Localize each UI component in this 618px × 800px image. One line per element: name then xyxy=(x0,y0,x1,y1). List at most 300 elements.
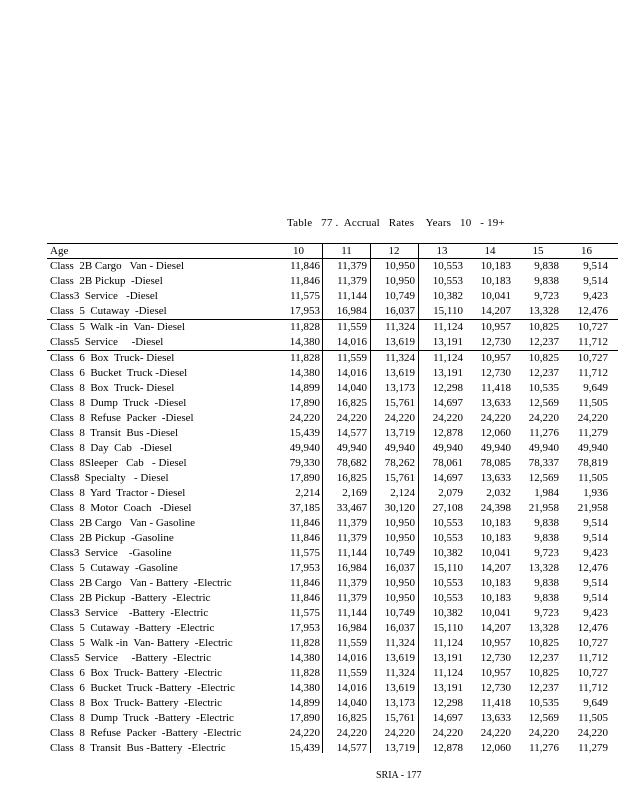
accrual-rate-cell: 17,953 xyxy=(289,305,320,317)
accrual-rate-cell: 24,220 xyxy=(384,412,415,424)
accrual-rate-cell: 9,514 xyxy=(583,577,608,589)
accrual-rate-cell: 10,535 xyxy=(528,697,559,709)
accrual-rate-cell: 10,957 xyxy=(480,321,511,333)
accrual-rate-cell: 15,110 xyxy=(433,562,463,574)
accrual-rate-cell: 12,298 xyxy=(432,382,463,394)
accrual-rate-cell: 24,220 xyxy=(432,727,463,739)
accrual-rate-cell: 24,220 xyxy=(528,412,559,424)
accrual-rate-cell: 12,730 xyxy=(480,652,511,664)
accrual-rate-cell: 12,569 xyxy=(528,472,559,484)
accrual-rate-cell: 9,649 xyxy=(583,382,608,394)
table-row xyxy=(47,606,618,621)
table-row xyxy=(47,621,618,636)
year-header-12: 12 xyxy=(388,245,400,257)
vehicle-class-label: Class 8Sleeper Cab - Diesel xyxy=(50,457,187,469)
accrual-rate-cell: 12,237 xyxy=(528,336,559,348)
table-row xyxy=(47,546,618,561)
accrual-rate-cell: 24,220 xyxy=(528,727,559,739)
accrual-rate-cell: 10,727 xyxy=(577,352,608,364)
accrual-rate-cell: 15,110 xyxy=(433,622,463,634)
accrual-rate-cell: 16,037 xyxy=(384,562,415,574)
accrual-rate-cell: 9,838 xyxy=(534,517,559,529)
accrual-rate-cell: 10,382 xyxy=(432,547,463,559)
accrual-rate-cell: 11,379 xyxy=(337,275,367,287)
vehicle-class-label: Class 8 Dump Truck -Diesel xyxy=(50,397,187,409)
vehicle-class-label: Class 8 Yard Tractor - Diesel xyxy=(50,487,186,499)
table-row xyxy=(47,576,618,591)
accrual-rate-cell: 14,380 xyxy=(289,367,320,379)
accrual-rate-cell: 16,825 xyxy=(336,472,367,484)
accrual-rate-cell: 12,730 xyxy=(480,682,511,694)
accrual-rate-cell: 10,553 xyxy=(432,275,463,287)
accrual-rate-cell: 11,505 xyxy=(578,472,608,484)
accrual-rate-cell: 24,220 xyxy=(577,412,608,424)
accrual-rate-cell: 9,838 xyxy=(534,592,559,604)
accrual-rate-cell: 16,037 xyxy=(384,622,415,634)
table-row xyxy=(47,666,618,681)
accrual-rate-cell: 11,712 xyxy=(578,336,608,348)
accrual-rate-cell: 24,220 xyxy=(384,727,415,739)
accrual-rate-cell: 33,467 xyxy=(336,502,367,514)
accrual-rate-cell: 13,633 xyxy=(480,712,511,724)
accrual-rate-cell: 1,936 xyxy=(583,487,608,499)
column-divider xyxy=(322,243,323,753)
vehicle-class-label: Class 2B Cargo Van - Diesel xyxy=(50,260,185,272)
table-row xyxy=(47,304,618,319)
accrual-rate-cell: 17,890 xyxy=(289,472,320,484)
accrual-rate-cell: 24,220 xyxy=(577,727,608,739)
vehicle-class-label: Class 8 Refuse Packer -Battery -Electric xyxy=(50,727,242,739)
accrual-rate-cell: 11,279 xyxy=(578,427,608,439)
accrual-rate-cell: 11,828 xyxy=(290,637,320,649)
accrual-rate-cell: 13,619 xyxy=(384,682,415,694)
accrual-rate-cell: 11,324 xyxy=(385,321,415,333)
table-caption: Table 77 . Accrual Rates Years 10 - 19+ xyxy=(287,217,505,229)
table-row xyxy=(47,289,618,304)
accrual-rate-cell: 14,577 xyxy=(336,742,367,754)
accrual-rate-cell: 14,380 xyxy=(289,682,320,694)
accrual-rate-cell: 9,423 xyxy=(583,607,608,619)
accrual-rate-cell: 12,730 xyxy=(480,367,511,379)
accrual-rate-cell: 11,124 xyxy=(433,352,463,364)
accrual-rate-cell: 30,120 xyxy=(384,502,415,514)
accrual-rate-cell: 13,191 xyxy=(432,652,463,664)
accrual-rate-cell: 16,825 xyxy=(336,712,367,724)
accrual-rate-cell: 11,559 xyxy=(337,321,367,333)
accrual-rate-cell: 9,514 xyxy=(583,592,608,604)
accrual-rate-cell: 13,619 xyxy=(384,652,415,664)
accrual-rate-cell: 2,124 xyxy=(390,487,415,499)
accrual-rate-cell: 10,825 xyxy=(528,321,559,333)
table-row xyxy=(47,441,618,456)
accrual-rate-cell: 11,324 xyxy=(385,637,415,649)
accrual-rate-cell: 10,183 xyxy=(480,517,511,529)
table-row xyxy=(47,319,618,335)
accrual-rate-cell: 11,379 xyxy=(337,260,367,272)
accrual-rate-cell: 15,439 xyxy=(289,742,320,754)
accrual-rate-cell: 10,825 xyxy=(528,352,559,364)
accrual-rate-cell: 11,712 xyxy=(578,682,608,694)
accrual-rate-cell: 10,950 xyxy=(384,577,415,589)
accrual-rate-cell: 10,183 xyxy=(480,577,511,589)
accrual-rate-cell: 10,727 xyxy=(577,667,608,679)
accrual-rate-cell: 10,950 xyxy=(384,592,415,604)
table-row xyxy=(47,726,618,741)
accrual-rate-cell: 17,953 xyxy=(289,562,320,574)
accrual-rate-cell: 10,553 xyxy=(432,260,463,272)
vehicle-class-label: Class 2B Pickup -Battery -Electric xyxy=(50,592,211,604)
accrual-rate-cell: 49,940 xyxy=(384,442,415,454)
accrual-rate-cell: 10,950 xyxy=(384,260,415,272)
accrual-rate-cell: 10,041 xyxy=(480,290,511,302)
table-row xyxy=(47,274,618,289)
accrual-rate-cell: 78,682 xyxy=(336,457,367,469)
accrual-rate-cell: 2,032 xyxy=(486,487,511,499)
accrual-rate-cell: 16,984 xyxy=(336,562,367,574)
accrual-rate-cell: 13,328 xyxy=(528,622,559,634)
table-row xyxy=(47,561,618,576)
accrual-rate-cell: 24,220 xyxy=(336,412,367,424)
accrual-rate-cell: 14,016 xyxy=(336,682,367,694)
table-row xyxy=(47,366,618,381)
accrual-rate-cell: 11,144 xyxy=(337,547,367,559)
accrual-rate-cell: 13,173 xyxy=(384,382,415,394)
accrual-rate-cell: 10,553 xyxy=(432,577,463,589)
accrual-rate-cell: 13,633 xyxy=(480,397,511,409)
vehicle-class-label: Class3 Service -Diesel xyxy=(50,290,158,302)
accrual-rate-cell: 12,237 xyxy=(528,652,559,664)
accrual-rates-table xyxy=(47,243,618,756)
accrual-rate-cell: 10,749 xyxy=(384,547,415,559)
vehicle-class-label: Class 8 Box Truck- Battery -Electric xyxy=(50,697,223,709)
accrual-rate-cell: 11,379 xyxy=(337,532,367,544)
accrual-rate-cell: 9,838 xyxy=(534,532,559,544)
accrual-rate-cell: 9,838 xyxy=(534,260,559,272)
accrual-rate-cell: 16,984 xyxy=(336,305,367,317)
accrual-rate-cell: 11,846 xyxy=(290,260,320,272)
accrual-rate-cell: 10,553 xyxy=(432,532,463,544)
accrual-rate-cell: 37,185 xyxy=(289,502,320,514)
table-row xyxy=(47,531,618,546)
vehicle-class-label: Class 2B Cargo Van - Gasoline xyxy=(50,517,196,529)
accrual-rate-cell: 10,749 xyxy=(384,290,415,302)
accrual-rate-cell: 14,577 xyxy=(336,427,367,439)
vehicle-class-label: Class 8 Transit Bus -Battery -Electric xyxy=(50,742,226,754)
accrual-rate-cell: 10,553 xyxy=(432,517,463,529)
table-row xyxy=(47,335,618,350)
vehicle-class-label: Class 8 Dump Truck -Battery -Electric xyxy=(50,712,234,724)
accrual-rate-cell: 10,382 xyxy=(432,290,463,302)
accrual-rate-cell: 14,016 xyxy=(336,652,367,664)
accrual-rate-cell: 10,183 xyxy=(480,532,511,544)
accrual-rate-cell: 12,878 xyxy=(432,742,463,754)
accrual-rate-cell: 49,940 xyxy=(480,442,511,454)
accrual-rate-cell: 11,276 xyxy=(529,427,559,439)
year-header-16: 16 xyxy=(581,245,592,257)
accrual-rate-cell: 11,379 xyxy=(337,592,367,604)
age-column-header: Age xyxy=(50,245,69,257)
accrual-rate-cell: 11,124 xyxy=(433,637,463,649)
vehicle-class-label: Class 5 Walk -in Van- Battery -Electric xyxy=(50,637,233,649)
accrual-rate-cell: 10,553 xyxy=(432,592,463,604)
vehicle-class-label: Class5 Service -Battery -Electric xyxy=(50,652,211,664)
accrual-rate-cell: 49,940 xyxy=(577,442,608,454)
accrual-rate-cell: 12,060 xyxy=(480,427,511,439)
accrual-rate-cell: 13,328 xyxy=(528,562,559,574)
table-row xyxy=(47,396,618,411)
vehicle-class-label: Class 8 Motor Coach -Diesel xyxy=(50,502,192,514)
accrual-rate-cell: 10,535 xyxy=(528,382,559,394)
accrual-rate-cell: 11,846 xyxy=(290,592,320,604)
accrual-rate-cell: 11,505 xyxy=(578,712,608,724)
accrual-rate-cell: 9,649 xyxy=(583,697,608,709)
accrual-rate-cell: 9,838 xyxy=(534,577,559,589)
accrual-rate-cell: 10,041 xyxy=(480,607,511,619)
accrual-rate-cell: 12,060 xyxy=(480,742,511,754)
table-row xyxy=(47,636,618,651)
accrual-rate-cell: 11,279 xyxy=(578,742,608,754)
accrual-rate-cell: 24,220 xyxy=(480,412,511,424)
accrual-rate-cell: 10,382 xyxy=(432,607,463,619)
accrual-rate-cell: 11,559 xyxy=(337,667,367,679)
year-header-14: 14 xyxy=(484,245,496,257)
accrual-rate-cell: 10,183 xyxy=(480,275,511,287)
accrual-rate-cell: 11,575 xyxy=(290,547,320,559)
column-divider xyxy=(370,243,371,753)
accrual-rate-cell: 24,398 xyxy=(480,502,511,514)
vehicle-class-label: Class3 Service -Gasoline xyxy=(50,547,172,559)
accrual-rate-cell: 9,423 xyxy=(583,290,608,302)
table-row xyxy=(47,516,618,531)
accrual-rate-cell: 24,220 xyxy=(336,727,367,739)
accrual-rate-cell: 10,825 xyxy=(528,637,559,649)
accrual-rate-cell: 15,761 xyxy=(384,397,415,409)
accrual-rate-cell: 11,379 xyxy=(337,577,367,589)
accrual-rate-cell: 2,214 xyxy=(295,487,320,499)
table-row xyxy=(47,501,618,516)
accrual-rate-cell: 21,958 xyxy=(577,502,608,514)
accrual-rate-cell: 49,940 xyxy=(528,442,559,454)
accrual-rate-cell: 24,220 xyxy=(289,727,320,739)
accrual-rate-cell: 14,207 xyxy=(480,305,511,317)
accrual-rate-cell: 13,633 xyxy=(480,472,511,484)
accrual-rate-cell: 24,220 xyxy=(432,412,463,424)
accrual-rate-cell: 21,958 xyxy=(528,502,559,514)
vehicle-class-label: Class5 Service -Diesel xyxy=(50,336,164,348)
accrual-rate-cell: 10,950 xyxy=(384,517,415,529)
accrual-rate-cell: 14,016 xyxy=(336,336,367,348)
accrual-rate-cell: 24,220 xyxy=(480,727,511,739)
accrual-rate-cell: 11,324 xyxy=(385,667,415,679)
vehicle-class-label: Class 6 Box Truck- Diesel xyxy=(50,352,175,364)
accrual-rate-cell: 11,559 xyxy=(337,352,367,364)
accrual-rate-cell: 10,727 xyxy=(577,321,608,333)
accrual-rate-cell: 78,061 xyxy=(432,457,463,469)
accrual-rate-cell: 12,569 xyxy=(528,397,559,409)
accrual-rate-cell: 78,337 xyxy=(528,457,559,469)
accrual-rate-cell: 13,619 xyxy=(384,367,415,379)
accrual-rate-cell: 12,730 xyxy=(480,336,511,348)
table-row xyxy=(47,259,618,274)
accrual-rate-cell: 11,144 xyxy=(337,607,367,619)
accrual-rate-cell: 12,569 xyxy=(528,712,559,724)
table-row xyxy=(47,426,618,441)
accrual-rate-cell: 17,890 xyxy=(289,397,320,409)
accrual-rate-cell: 14,040 xyxy=(336,382,367,394)
accrual-rate-cell: 13,191 xyxy=(432,682,463,694)
vehicle-class-label: Class 6 Box Truck- Battery -Electric xyxy=(50,667,223,679)
accrual-rate-cell: 10,183 xyxy=(480,260,511,272)
accrual-rate-cell: 15,761 xyxy=(384,712,415,724)
accrual-rate-cell: 14,697 xyxy=(432,712,463,724)
vehicle-class-label: Class 6 Bucket Truck -Battery -Electric xyxy=(50,682,235,694)
vehicle-class-label: Class 5 Cutaway -Gasoline xyxy=(50,562,178,574)
accrual-rate-cell: 12,298 xyxy=(432,697,463,709)
accrual-rate-cell: 12,476 xyxy=(577,622,608,634)
accrual-rate-cell: 11,144 xyxy=(337,290,367,302)
accrual-rate-cell: 14,040 xyxy=(336,697,367,709)
accrual-rate-cell: 15,110 xyxy=(433,305,463,317)
accrual-rate-cell: 12,237 xyxy=(528,367,559,379)
vehicle-class-label: Class 8 Refuse Packer -Diesel xyxy=(50,412,194,424)
accrual-rate-cell: 15,761 xyxy=(384,472,415,484)
accrual-rate-cell: 78,262 xyxy=(384,457,415,469)
accrual-rate-cell: 2,079 xyxy=(438,487,463,499)
accrual-rate-cell: 14,380 xyxy=(289,336,320,348)
accrual-rate-cell: 14,697 xyxy=(432,472,463,484)
year-header-11: 11 xyxy=(341,245,352,257)
table-row xyxy=(47,681,618,696)
vehicle-class-label: Class 5 Cutaway -Diesel xyxy=(50,305,167,317)
accrual-rate-cell: 14,899 xyxy=(289,382,320,394)
accrual-rate-cell: 10,183 xyxy=(480,592,511,604)
accrual-rate-cell: 14,380 xyxy=(289,652,320,664)
accrual-rate-cell: 24,220 xyxy=(289,412,320,424)
accrual-rate-cell: 9,723 xyxy=(534,290,559,302)
accrual-rate-cell: 12,476 xyxy=(577,562,608,574)
table-header-row xyxy=(47,243,618,259)
column-divider xyxy=(418,243,419,753)
accrual-rate-cell: 27,108 xyxy=(432,502,463,514)
table-row xyxy=(47,651,618,666)
table-row xyxy=(47,486,618,501)
table-row xyxy=(47,381,618,396)
vehicle-class-label: Class 2B Pickup -Diesel xyxy=(50,275,163,287)
accrual-rate-cell: 1,984 xyxy=(534,487,559,499)
accrual-rate-cell: 11,712 xyxy=(578,367,608,379)
accrual-rate-cell: 2,169 xyxy=(342,487,367,499)
accrual-rate-cell: 13,173 xyxy=(384,697,415,709)
accrual-rate-cell: 13,619 xyxy=(384,336,415,348)
vehicle-class-label: Class 8 Day Cab -Diesel xyxy=(50,442,172,454)
accrual-rate-cell: 11,828 xyxy=(290,667,320,679)
accrual-rate-cell: 15,439 xyxy=(289,427,320,439)
year-header-15: 15 xyxy=(532,245,544,257)
vehicle-class-label: Class3 Service -Battery -Electric xyxy=(50,607,209,619)
accrual-rate-cell: 16,984 xyxy=(336,622,367,634)
accrual-rate-cell: 9,514 xyxy=(583,260,608,272)
table-row xyxy=(47,350,618,366)
accrual-rate-cell: 13,328 xyxy=(528,305,559,317)
vehicle-class-label: Class 5 Cutaway -Battery -Electric xyxy=(50,622,215,634)
vehicle-class-label: Class 5 Walk -in Van- Diesel xyxy=(50,321,185,333)
accrual-rate-cell: 11,846 xyxy=(290,275,320,287)
accrual-rate-cell: 11,575 xyxy=(290,290,320,302)
accrual-rate-cell: 16,037 xyxy=(384,305,415,317)
accrual-rate-cell: 9,723 xyxy=(534,547,559,559)
accrual-rate-cell: 11,418 xyxy=(481,697,511,709)
accrual-rate-cell: 11,846 xyxy=(290,577,320,589)
accrual-rate-cell: 11,379 xyxy=(337,517,367,529)
accrual-rate-cell: 14,899 xyxy=(289,697,320,709)
table-row xyxy=(47,456,618,471)
accrual-rate-cell: 13,191 xyxy=(432,367,463,379)
accrual-rate-cell: 11,418 xyxy=(481,382,511,394)
accrual-rate-cell: 12,237 xyxy=(528,682,559,694)
accrual-rate-cell: 11,712 xyxy=(578,652,608,664)
year-header-13: 13 xyxy=(436,245,448,257)
accrual-rate-cell: 11,505 xyxy=(578,397,608,409)
accrual-rate-cell: 10,957 xyxy=(480,667,511,679)
accrual-rate-cell: 13,719 xyxy=(384,742,415,754)
table-row xyxy=(47,591,618,606)
accrual-rate-cell: 10,041 xyxy=(480,547,511,559)
accrual-rate-cell: 14,016 xyxy=(336,367,367,379)
accrual-rate-cell: 49,940 xyxy=(289,442,320,454)
table-row xyxy=(47,741,618,756)
page-footer: SRIA - 177 xyxy=(376,770,422,781)
accrual-rate-cell: 14,207 xyxy=(480,622,511,634)
accrual-rate-cell: 14,207 xyxy=(480,562,511,574)
accrual-rate-cell: 11,846 xyxy=(290,517,320,529)
accrual-rate-cell: 10,957 xyxy=(480,352,511,364)
accrual-rate-cell: 11,828 xyxy=(290,321,320,333)
accrual-rate-cell: 11,559 xyxy=(337,637,367,649)
vehicle-class-label: Class 8 Box Truck- Diesel xyxy=(50,382,175,394)
accrual-rate-cell: 9,423 xyxy=(583,547,608,559)
table-row xyxy=(47,711,618,726)
accrual-rate-cell: 9,514 xyxy=(583,517,608,529)
accrual-rate-cell: 11,124 xyxy=(433,321,463,333)
accrual-rate-cell: 11,846 xyxy=(290,532,320,544)
accrual-rate-cell: 17,953 xyxy=(289,622,320,634)
accrual-rate-cell: 10,957 xyxy=(480,637,511,649)
accrual-rate-cell: 11,124 xyxy=(433,667,463,679)
accrual-rate-cell: 16,825 xyxy=(336,397,367,409)
accrual-rate-cell: 9,514 xyxy=(583,275,608,287)
accrual-rate-cell: 11,276 xyxy=(529,742,559,754)
table-row xyxy=(47,411,618,426)
accrual-rate-cell: 10,727 xyxy=(577,637,608,649)
table-row xyxy=(47,696,618,711)
accrual-rate-cell: 9,514 xyxy=(583,532,608,544)
accrual-rate-cell: 12,476 xyxy=(577,305,608,317)
year-header-10: 10 xyxy=(293,245,304,257)
accrual-rate-cell: 14,697 xyxy=(432,397,463,409)
accrual-rate-cell: 17,890 xyxy=(289,712,320,724)
accrual-rate-cell: 78,085 xyxy=(480,457,511,469)
vehicle-class-label: Class 2B Cargo Van - Battery -Electric xyxy=(50,577,232,589)
accrual-rate-cell: 11,828 xyxy=(290,352,320,364)
vehicle-class-label: Class8 Specialty - Diesel xyxy=(50,472,169,484)
accrual-rate-cell: 10,950 xyxy=(384,532,415,544)
accrual-rate-cell: 13,719 xyxy=(384,427,415,439)
table-row xyxy=(47,471,618,486)
accrual-rate-cell: 13,191 xyxy=(432,336,463,348)
vehicle-class-label: Class 8 Transit Bus -Diesel xyxy=(50,427,179,439)
vehicle-class-label: Class 2B Pickup -Gasoline xyxy=(50,532,174,544)
accrual-rate-cell: 9,838 xyxy=(534,275,559,287)
